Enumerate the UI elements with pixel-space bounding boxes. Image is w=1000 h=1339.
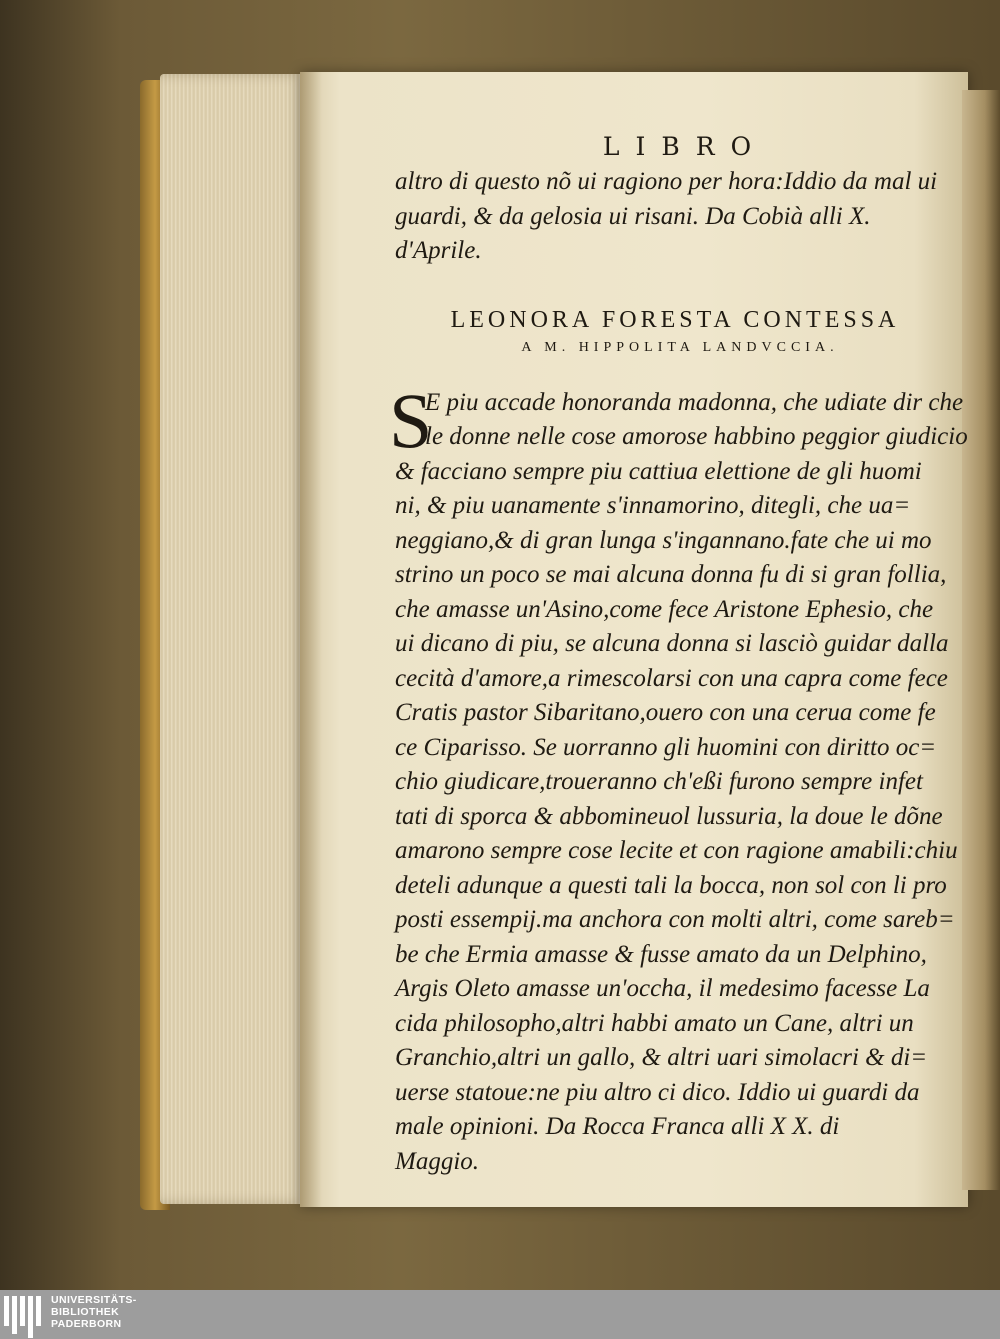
body-lines [395,455,958,1180]
text-line: cida philosopho,altri habbi amato un Cane, altri un [395,1009,914,1037]
letter-body [389,376,968,1180]
text-line: d'Aprile. [395,237,482,264]
library-logo [4,1294,137,1338]
page-gutter-shadow [300,72,322,1207]
text-line: Granchio,altri un gallo, & altri uari simolacri & di= [395,1044,928,1071]
footer-bar [0,1290,1000,1339]
library-name-line: UNIVERSITÄTS- [51,1294,137,1306]
drop-cap: S [389,376,433,464]
letter-heading: LEONORA FORESTA CONTESSA [450,306,900,333]
text-line: strino un poco se mai alcuna donna fu di si gran follia, [395,561,947,588]
text-line: ni, & piu uanamente s'innamorino, ditegli, che ua= [395,492,911,519]
library-name-line: PADERBORN [51,1318,122,1330]
text-line: guardi, & da gelosia ui risani. Da Cobià alli X. [395,202,871,230]
page-text [389,100,968,1179]
text-line: E piu accade honoranda madonna, che udiate dir che [425,388,964,416]
text-line: male opinioni. Da Rocca Franca alli X X. di [395,1113,840,1140]
text-line: Argis Oleto amasse un'occha, il medesimo facesse La [395,975,930,1002]
text-line: & facciano sempre piu cattiua elettione de gli huomi [395,457,922,485]
letter-subheading: A M. HIPPOLITA LANDVCCIA. [521,339,839,355]
text-line: be che Ermia amasse & fusse amato da un Delphino, [395,940,927,968]
running-head: LIBRO [602,132,768,161]
text-line: posti essempij.ma anchora con molti altri, come sareb= [395,906,955,933]
opening-lines [395,165,938,269]
text-line: Cratis pastor Sibaritano,ouero con una cerua come fe [395,699,936,726]
text-line: le donne nelle cose amorose habbino peggior giudicio [425,423,968,450]
text-line: chio giudicare,trouerannо ch'eßi furono sempre infet [395,768,923,795]
text-line: neggiano,& di gran lunga s'ingannano.fate che ui mo [395,526,932,554]
text-line: altro di questo nõ ui ragiono per hora:Iddio da mal ui [395,168,938,195]
library-logo-icon [4,1294,41,1338]
text-line: che amasse un'Asino,come fece Aristone Ephesio, che [395,595,934,623]
text-line: tati di sporca & abbomineuol lussuria, la doue le dõne [395,802,943,830]
text-line: Maggio. [395,1147,480,1175]
text-line: uerse statoue:ne piu altro ci dico. Iddio ui guardi da [395,1078,920,1106]
facing-page-edge [962,90,1000,1190]
library-name [51,1294,137,1330]
page-stack-edges [160,74,310,1204]
text-line: deteli adunque a questi tali la bocca, non sol con li pro [395,871,947,899]
library-name-line: BIBLIOTHEK [51,1306,120,1318]
text-line: ui dicano di piu, se alcuna donna si lasciò guidar dalla [395,630,949,657]
text-line: amarono sempre cose lecite et con ragione amabili:chiu [395,837,958,864]
text-line: cecità d'amore,a rimescolarsi con una capra come fece [395,664,948,692]
text-line: ce Ciparisso. Se uorranno gli huomini con diritto oc= [395,733,937,761]
